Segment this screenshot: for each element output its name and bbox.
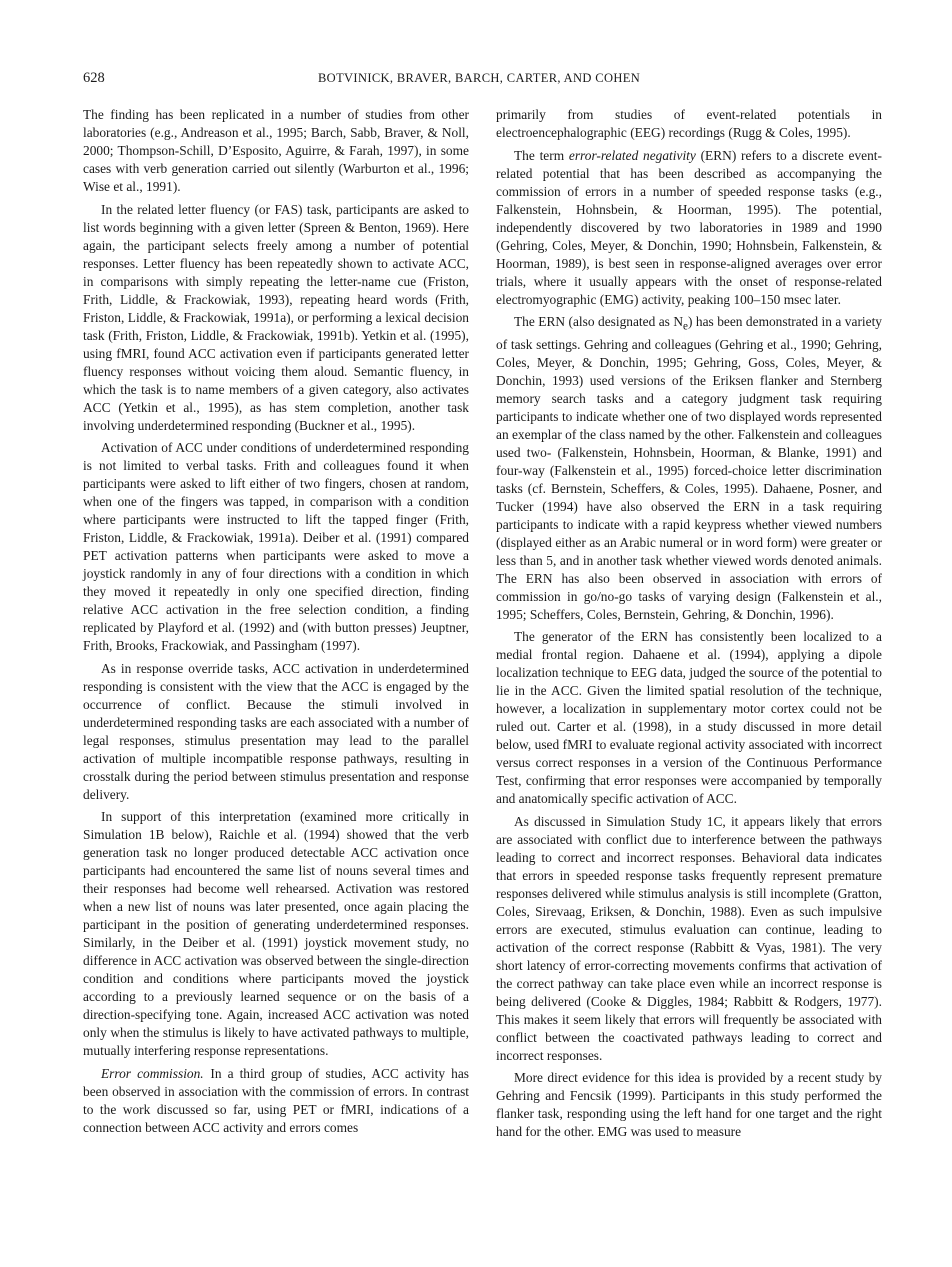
right-paragraph-3-body: ) has been demonstrated in a variety of task settings. Gehring and colleagues (Gehring et al., 1990; Gehring, Coles, Meyer, & Donchin, 1995; Gehring, Goss, Coles, Meyer, & Donchin, 1993) used versions of the Eriksen flanker and Sternberg memory search tasks and a category judgment task requiring participants to indicate whether one of two displayed words represented an exemplar of the class named by the other. Falkenstein and colleagues used two- (Falkenstein, Hohnsbein, Hoorman, & Blanke, 1991) and four-way (Falkenstein et al., 1995) forced-choice letter discrimination tasks (cf. Bernstein, Scheffers, & Coles, 1995). Dahaene, Posner, and Tucker (1994) have also observed the ERN in a task requiring participants to indicate with a rapid keypress whether viewed numbers (displayed either as an Arabic numeral or in word form) were greater or less than 5, and in another task whether viewed words denoted animals. The ERN has also been observed in association with errors of commission in go/no-go tasks of varying design (Falkenstein et al., 1995; Scheffers, Coles, Bernstein, Gehring, & Donchin, 1996). xyxy=(496,314,882,622)
right-column xyxy=(496,106,882,1141)
right-paragraph-6: More direct evidence for this idea is provided by a recent study by Gehring and Fencsik (1999). Participants in this study performed the flanker task, responding using the left hand for one target and the right hand for the other. EMG was used to measure xyxy=(496,1070,882,1140)
left-paragraph-6-body: In a third group of studies, ACC activity has been observed in association with the commission of errors. In contrast to the work discussed so far, using PET or fMRI, indications of a connection between ACC activity and errors comes xyxy=(83,1065,469,1135)
running-head: BOTVINICK, BRAVER, BARCH, CARTER, AND COHEN xyxy=(318,71,641,85)
right-paragraph-3-lead: The ERN (also designated as N xyxy=(514,314,684,329)
ne-subscript: e xyxy=(683,320,688,333)
right-paragraph-3 xyxy=(496,313,882,624)
ern-term: error-related negativity xyxy=(568,147,696,163)
section-heading-error-commission: Error commission. xyxy=(101,1065,204,1081)
left-paragraph-1: The finding has been replicated in a number of studies from other laboratories (e.g., Andreason et al., 1995; Barch, Sabb, Braver, & Noll, 2000; Thompson-Schill, D’Esposito, Aguirre, & Farah, 1997), in some cases with verb generation carried out silently (Warburton et al., 1996; Wise et al., 1991). xyxy=(83,107,469,194)
left-paragraph-4: As in response override tasks, ACC activation in underdetermined responding is consistent with the view that the ACC is engaged by the occurrence of conflict. Because the stimuli involved in underdetermined responding tasks are each associated with a number of legal responses, stimulus presentation may lead to the parallel activation of multiple incompatible response pathways, resulting in crosstalk during the period between stimulus presentation and response delivery. xyxy=(83,660,469,802)
left-paragraph-6 xyxy=(83,1065,469,1137)
right-paragraph-1: primarily from studies of event-related potentials in electroencephalographic (EEG) recordings (Rugg & Coles, 1995). xyxy=(496,107,882,140)
right-paragraph-2-body: (ERN) refers to a discrete event-related potential that has been described as accompanying the commission of errors in a number of speeded response tasks (e.g., Falkenstein, Hohnsbein, & Hoorman, 1995). The potential, independently discovered by two laboratories in 1989 and 1990 (Gehring, Coles, Meyer, & Donchin, 1990; Hohnsbein, Falkenstein, & Hoorman, 1989), is best seen in response-aligned averages over error trials, where it usually appears with the onset of response-related electromyographic (EMG) activity, peaking 100–150 msec later. xyxy=(496,147,882,307)
right-paragraph-5: As discussed in Simulation Study 1C, it appears likely that errors are associated with conflict due to interference between the pathways leading to correct and incorrect responses. Behavioral data indicates that errors in speeded response tasks frequently represent premature responses delivered while stimulus analysis is still incomplete (Gratton, Coles, Sirevaag, Eriksen, & Donchin, 1988). Even as such impulsive errors are executed, stimulus evaluation can continue, leading to activation of the correct response (Rabbitt & Vyas, 1981). The very short latency of error-correcting movements confirms that activation of the correct pathway can take place even while an incorrect response is being delivered (Cooke & Diggles, 1984; Rabbitt & Rodgers, 1977). This makes it seem likely that errors will frequently be associated with conflict between the coactivated pathways leading to correct and incorrect responses. xyxy=(496,813,882,1063)
left-paragraph-5: In support of this interpretation (examined more critically in Simulation 1B below), Raichle et al. (1994) showed that the verb generation task no longer produced detectable ACC activation once participants had encountered the same list of nouns several times and their responses had become well rehearsed. Activation was restored when a new list of nouns was later presented, once again placing the participant in the position of generating underdetermined responses. Similarly, in the Deiber et al. (1991) joystick movement study, no difference in ACC activation was observed between the single-direction condition and conditions where participants moved the joystick according to a previously learned sequence or on the basis of a direction-specifying tone. Again, increased ACC activation was noted only when the stimulus is likely to have activated pathways to multiple, mutually interfering response representations. xyxy=(83,809,469,1058)
right-paragraph-2 xyxy=(496,147,882,309)
left-paragraph-3: Activation of ACC under conditions of underdetermined responding is not limited to verbal tasks. Frith and colleagues found it when participants were asked to lift either of two fingers, chosen at random, when one of the fingers was tapped, in comparison with a condition where participants were instructed to lift the tapped finger (Frith, Friston, Liddle, & Frackowiak, 1991a). Deiber et al. (1991) compared PET activation patterns when participants were asked to move a joystick randomly in any of four directions with a condition in which they moved it repeatedly in only one specified direction, finding relative ACC activation in the free selection condition, a finding replicated by Playford et al. (1992) and (with button presses) Jeuptner, Frith, Brooks, Frackowiak, and Passingham (1997). xyxy=(83,440,469,653)
right-paragraph-2-lead: The term xyxy=(514,147,565,163)
right-paragraph-4: The generator of the ERN has consistently been localized to a medial frontal region. Dahaene et al. (1994), applying a dipole localization technique to EEG data, judged the source of the potential to lie in the ACC. Given the limited spatial resolution of the technique, however, a localization in supplementary motor cortex could not be ruled out. Carter et al. (1998), in a study discussed in more detail below, used fMRI to evaluate regional activity associated with incorrect versus correct responses in a version of the Continuous Performance Test, confirming that error responses were accompanied by temporally and anatomically specific activation of ACC. xyxy=(496,629,882,807)
left-column xyxy=(83,106,469,1137)
left-paragraph-2: In the related letter fluency (or FAS) task, participants are asked to list words beginning with a given letter (Spreen & Benton, 1969). Here again, the participant selects freely among a number of potential responses. Letter fluency has been repeatedly shown to activate ACC, in comparisons with simply repeating the letter-name cue (Friston, Frith, Liddle, & Frackowiak, 1993), repeating heard words (Frith, Friston, Liddle, & Frackowiak, 1991a), or performing a lexical decision task (Frith, Friston, Liddle, & Frackowiak, 1991b). Yetkin et al. (1995), using fMRI, found ACC activation even if participants generated letter fluency responses without voicing them aloud. Semantic fluency, in which the task is to name members of a given category, also activates ACC (Yetkin et al., 1995), as has stem completion, another task involving underdetermined responding (Buckner et al., 1995). xyxy=(83,201,469,433)
page-number: 628 xyxy=(83,70,105,86)
